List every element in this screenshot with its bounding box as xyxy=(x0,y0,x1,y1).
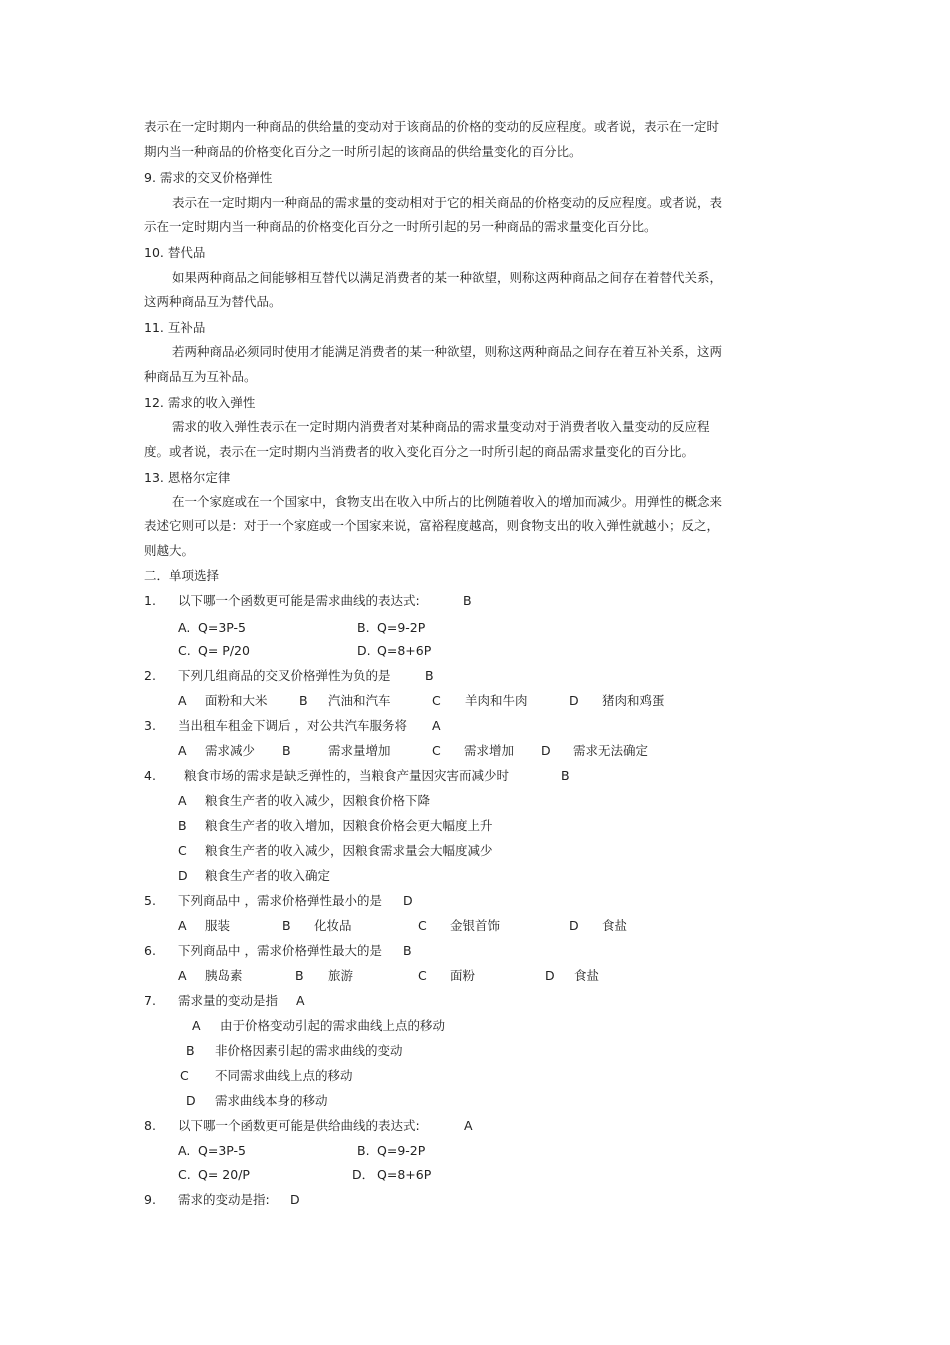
option-label: D xyxy=(545,968,555,983)
option-text: Q=9-2P xyxy=(377,620,426,635)
question-number: 3. xyxy=(144,718,156,733)
definition-9-heading: 9. 需求的交叉价格弹性 xyxy=(144,170,273,185)
option-label: C xyxy=(432,693,441,708)
option-label: D． xyxy=(352,1167,375,1182)
option-text: 非价格因素引起的需求曲线的变动 xyxy=(215,1043,403,1058)
option-text: 面粉和大米 xyxy=(205,693,268,708)
definition-12-text-line1: 需求的收入弹性表示在一定时期内消费者对某种商品的需求量变动对于消费者收入量变动的反应程 xyxy=(172,419,710,434)
definition-12-text-line2: 度。或者说，表示在一定时期内当消费者的收入变化百分之一时所引起的商品需求量变化的百分比。 xyxy=(144,444,695,459)
option-label: A xyxy=(178,793,187,808)
question-text: 以下哪一个函数更可能是供给曲线的表达式: xyxy=(178,1118,420,1133)
option-text: 需求减少 xyxy=(205,743,256,758)
question-number: 6. xyxy=(144,943,156,958)
option-text: 粮食生产者的收入减少，因粮食需求量会大幅度减少 xyxy=(205,843,493,858)
answer-key: B xyxy=(403,943,412,958)
definition-13-text-line1: 在一个家庭或在一个国家中，食物支出在收入中所占的比例随着收入的增加而减少。用弹性的概念来 xyxy=(172,494,723,509)
question-text: 下列商品中 ，需求价格弹性最大的是 xyxy=(178,943,382,958)
question-number: 2. xyxy=(144,668,156,683)
definition-10-text-line1: 如果两种商品之间能够相互替代以满足消费者的某一种欲望，则称这两种商品之间存在着替代关系， xyxy=(172,270,723,285)
option-text: 面粉 xyxy=(450,968,476,983)
answer-key: A xyxy=(296,993,305,1008)
option-label: A. xyxy=(178,1143,191,1158)
option-text: Q= 20/P xyxy=(198,1167,250,1182)
option-label: B xyxy=(295,968,304,983)
question-number: 1. xyxy=(144,593,156,608)
definition-13-text-line2: 表述它则可以是：对于一个家庭或一个国家来说，富裕程度越高，则食物支出的收入弹性就越小；反之， xyxy=(144,518,720,533)
option-text: 金银首饰 xyxy=(450,918,501,933)
option-label: A. xyxy=(178,620,191,635)
option-label: C xyxy=(418,968,427,983)
option-text: Q=9-2P xyxy=(377,1143,426,1158)
definition-9-text-line2: 示在一定时期内当一种商品的价格变化百分之一时所引起的另一种商品的需求量变化百分比。 xyxy=(144,219,657,234)
option-label: C xyxy=(178,843,187,858)
option-label: C. xyxy=(178,1167,191,1182)
option-label: A xyxy=(178,918,187,933)
definition-8-text-line1: 表示在一定时期内一种商品的供给量的变动对于该商品的价格的变动的反应程度。或者说，表示在一定时 xyxy=(144,119,720,134)
answer-key: B xyxy=(425,668,434,683)
question-number: 9. xyxy=(144,1192,156,1207)
definition-8-text-line2: 期内当一种商品的价格变化百分之一时所引起的该商品的供给量变化的百分比。 xyxy=(144,144,582,159)
answer-key: A xyxy=(432,718,441,733)
definition-12-heading: 12. 需求的收入弹性 xyxy=(144,395,256,410)
option-label: D xyxy=(541,743,551,758)
definition-9-text-line1: 表示在一定时期内一种商品的需求量的变动相对于它的相关商品的价格变动的反应程度。或者说，表 xyxy=(172,195,723,210)
option-label: D xyxy=(569,693,579,708)
option-text: 需求量增加 xyxy=(328,743,391,758)
option-label: D xyxy=(569,918,579,933)
option-text: Q=3P-5 xyxy=(198,620,246,635)
question-text: 需求量的变动是指 xyxy=(178,993,279,1008)
answer-key: D xyxy=(290,1192,300,1207)
section-title: 二．单项选择 xyxy=(144,568,220,583)
option-text: 食盐 xyxy=(602,918,628,933)
option-label: C xyxy=(432,743,441,758)
option-label: C xyxy=(418,918,427,933)
option-text: 旅游 xyxy=(328,968,354,983)
question-text: 需求的变动是指: xyxy=(178,1192,270,1207)
option-label: B. xyxy=(357,1143,370,1158)
option-text: Q=8+6P xyxy=(377,643,432,658)
option-text: Q= P/20 xyxy=(198,643,250,658)
definition-13-heading: 13. 恩格尔定律 xyxy=(144,470,231,485)
option-label: A xyxy=(178,968,187,983)
definition-10-heading: 10. 替代品 xyxy=(144,245,206,260)
option-text: 化妆品 xyxy=(314,918,352,933)
option-text: 由于价格变动引起的需求曲线上点的移动 xyxy=(220,1018,446,1033)
option-text: 需求曲线本身的移动 xyxy=(215,1093,328,1108)
option-text: 粮食生产者的收入确定 xyxy=(205,868,331,883)
option-text: Q=8+6P xyxy=(377,1167,432,1182)
option-label: B. xyxy=(357,620,370,635)
option-label: B xyxy=(178,818,187,833)
definition-11-text-line2: 种商品互为互补品。 xyxy=(144,369,257,384)
option-label: B xyxy=(282,918,291,933)
option-label: C xyxy=(180,1068,189,1083)
option-label: C. xyxy=(178,643,191,658)
option-text: 粮食生产者的收入减少，因粮食价格下降 xyxy=(205,793,431,808)
question-text: 以下哪一个函数更可能是需求曲线的表达式: xyxy=(178,593,420,608)
definition-11-text-line1: 若两种商品必须同时使用才能满足消费者的某一种欲望，则称这两种商品之间存在着互补关系，这两 xyxy=(172,344,723,359)
option-text: Q=3P-5 xyxy=(198,1143,246,1158)
option-label: A xyxy=(192,1018,201,1033)
definition-13-text-line3: 则越大。 xyxy=(144,543,195,558)
answer-key: B xyxy=(463,593,472,608)
option-label: A xyxy=(178,693,187,708)
option-label: D. xyxy=(357,643,371,658)
question-number: 8. xyxy=(144,1118,156,1133)
answer-key: A xyxy=(464,1118,473,1133)
option-text: 食盐 xyxy=(574,968,600,983)
definition-10-text-line2: 这两种商品互为替代品。 xyxy=(144,294,282,309)
option-label: B xyxy=(299,693,308,708)
definition-11-heading: 11. 互补品 xyxy=(144,320,206,335)
option-label: D xyxy=(178,868,188,883)
question-number: 5. xyxy=(144,893,156,908)
option-text: 需求增加 xyxy=(464,743,515,758)
option-text: 胰岛素 xyxy=(205,968,243,983)
option-text: 羊肉和牛肉 xyxy=(465,693,528,708)
answer-key: D xyxy=(403,893,413,908)
option-text: 汽油和汽车 xyxy=(328,693,391,708)
answer-key: B xyxy=(561,768,570,783)
option-label: B xyxy=(186,1043,195,1058)
option-text: 需求无法确定 xyxy=(573,743,649,758)
question-number: 7. xyxy=(144,993,156,1008)
option-text: 粮食生产者的收入增加，因粮食价格会更大幅度上升 xyxy=(205,818,493,833)
option-text: 服装 xyxy=(205,918,231,933)
question-number: 4. xyxy=(144,768,156,783)
question-text: 下列商品中 ，需求价格弹性最小的是 xyxy=(178,893,382,908)
option-text: 不同需求曲线上点的移动 xyxy=(215,1068,353,1083)
option-label: D xyxy=(186,1093,196,1108)
question-text: 粮食市场的需求是缺乏弹性的，当粮食产量因灾害而减少时 xyxy=(184,768,510,783)
option-label: B xyxy=(282,743,291,758)
option-text: 猪肉和鸡蛋 xyxy=(602,693,665,708)
question-text: 下列几组商品的交叉价格弹性为负的是 xyxy=(178,668,391,683)
option-label: A xyxy=(178,743,187,758)
question-text: 当出租车租金下调后 ，对公共汽车服务将 xyxy=(178,718,407,733)
